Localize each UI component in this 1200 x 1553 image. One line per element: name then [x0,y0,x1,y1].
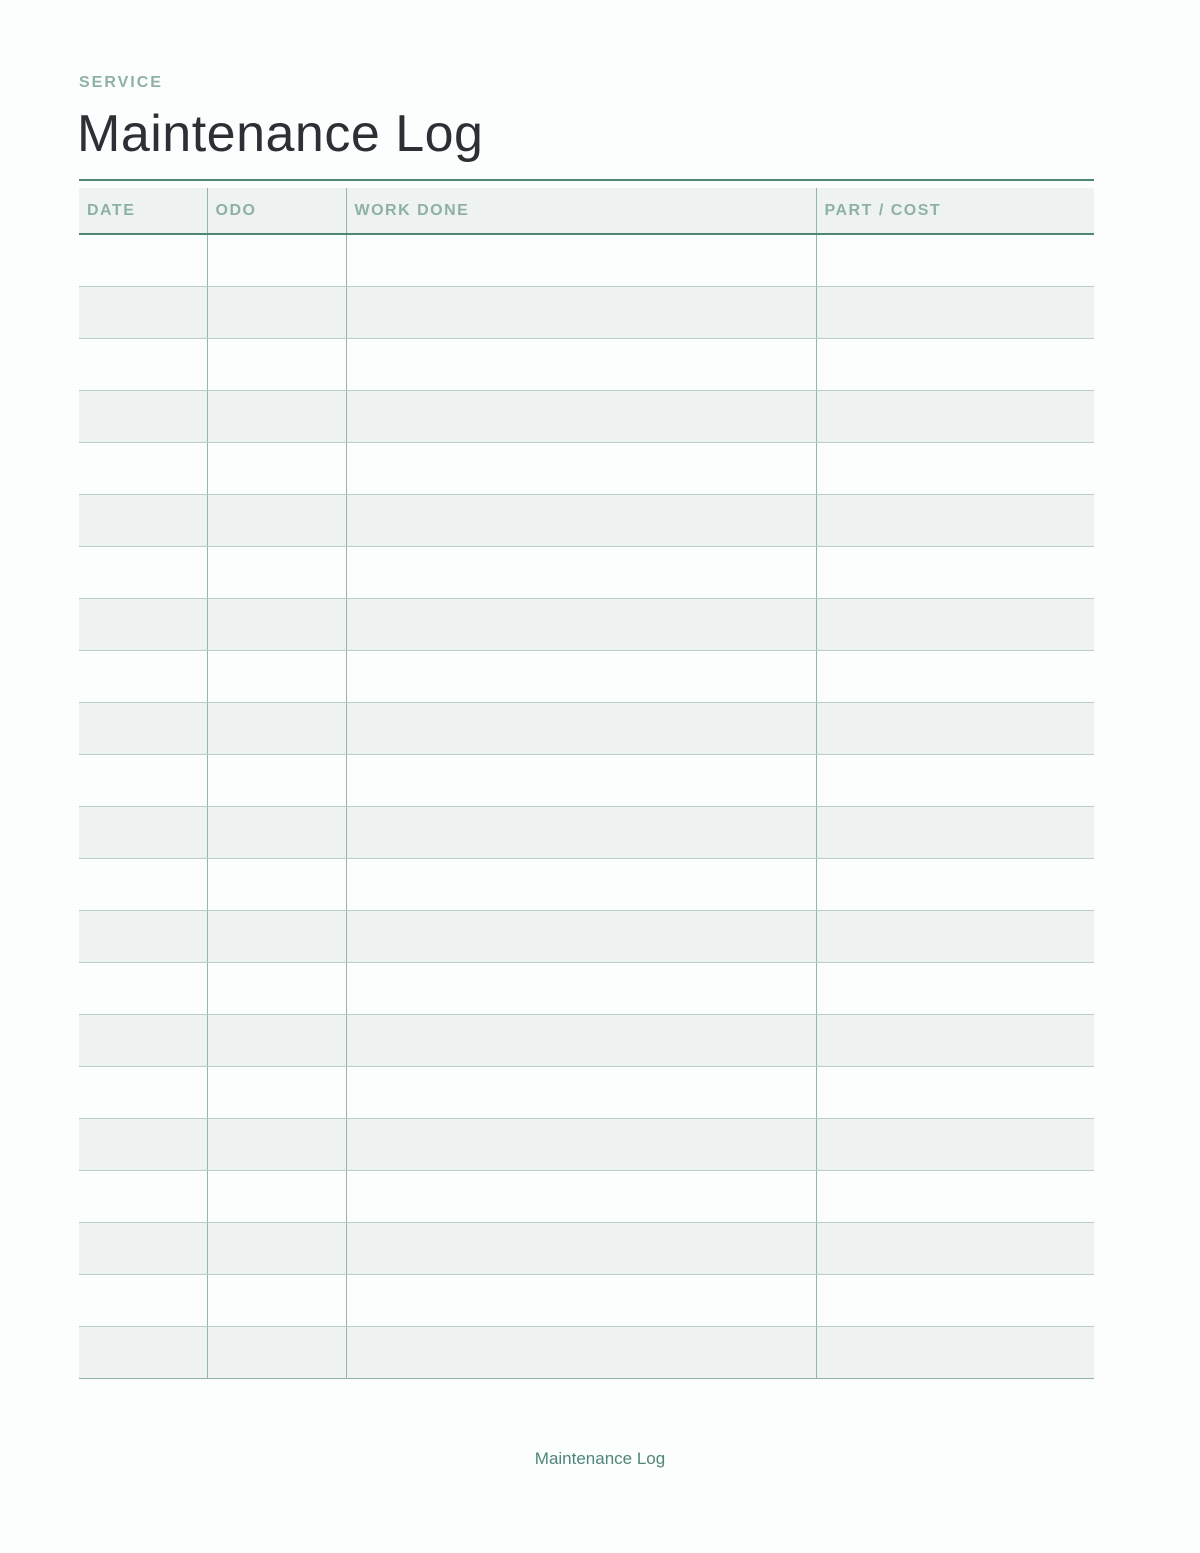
odo-cell [207,1170,346,1222]
date-cell [79,1222,207,1274]
part-cost-cell [816,390,1094,442]
date-cell [79,754,207,806]
table-row [79,702,1094,754]
odo-cell [207,1326,346,1378]
work-done-cell [346,390,816,442]
date-cell [79,494,207,546]
date-cell [79,234,207,286]
date-cell [79,338,207,390]
table-row [79,1118,1094,1170]
table-row [79,650,1094,702]
table-row [79,546,1094,598]
odo-cell [207,910,346,962]
part-cost-cell [816,1326,1094,1378]
odo-cell [207,806,346,858]
part-cost-cell [816,1118,1094,1170]
odo-cell [207,1014,346,1066]
date-cell [79,858,207,910]
table-row [79,390,1094,442]
part-cost-cell [816,754,1094,806]
odo-cell [207,442,346,494]
part-cost-cell [816,806,1094,858]
part-cost-cell [816,1274,1094,1326]
table-row [79,754,1094,806]
table-row [79,234,1094,286]
date-cell [79,1170,207,1222]
odo-cell [207,390,346,442]
work-done-cell [346,234,816,286]
table-row [79,1222,1094,1274]
table-row [79,806,1094,858]
date-cell [79,390,207,442]
work-done-cell [346,494,816,546]
odo-cell [207,702,346,754]
part-cost-cell [816,1066,1094,1118]
table-row [79,442,1094,494]
part-cost-cell [816,546,1094,598]
work-done-cell [346,1274,816,1326]
part-cost-cell [816,234,1094,286]
work-done-cell [346,546,816,598]
table-row [79,962,1094,1014]
odo-cell [207,1274,346,1326]
work-done-cell [346,650,816,702]
odo-cell [207,598,346,650]
odo-cell [207,754,346,806]
column-header-work-done: WORK DONE [346,188,816,234]
page-title: Maintenance Log [77,105,484,163]
work-done-cell [346,754,816,806]
work-done-cell [346,598,816,650]
work-done-cell [346,442,816,494]
log-rows [79,234,1094,1378]
part-cost-cell [816,286,1094,338]
work-done-cell [346,702,816,754]
work-done-cell [346,1326,816,1378]
date-cell [79,598,207,650]
work-done-cell [346,1014,816,1066]
page-footer: Maintenance Log [534,1449,666,1468]
part-cost-cell [816,962,1094,1014]
date-cell [79,806,207,858]
maintenance-log-table [79,188,1094,1379]
work-done-cell [346,338,816,390]
date-cell [79,702,207,754]
part-cost-cell [816,1222,1094,1274]
part-cost-cell [816,442,1094,494]
table-row [79,1066,1094,1118]
column-header-odo: ODO [207,188,346,234]
odo-cell [207,650,346,702]
date-cell [79,910,207,962]
part-cost-cell [816,1014,1094,1066]
date-cell [79,1326,207,1378]
table-row [79,286,1094,338]
date-cell [79,1118,207,1170]
odo-cell [207,1222,346,1274]
odo-cell [207,338,346,390]
odo-cell [207,546,346,598]
table-row [79,1014,1094,1066]
part-cost-cell [816,1170,1094,1222]
table-row [79,1326,1094,1378]
part-cost-cell [816,494,1094,546]
work-done-cell [346,806,816,858]
part-cost-cell [816,650,1094,702]
odo-cell [207,234,346,286]
column-header-part-cost: PART / COST [816,188,1094,234]
table-header-row [79,188,1094,234]
work-done-cell [346,962,816,1014]
part-cost-cell [816,338,1094,390]
odo-cell [207,494,346,546]
table-row [79,598,1094,650]
date-cell [79,962,207,1014]
table-row [79,1274,1094,1326]
date-cell [79,1066,207,1118]
work-done-cell [346,1066,816,1118]
work-done-cell [346,1118,816,1170]
table-row [79,494,1094,546]
date-cell [79,1274,207,1326]
section-eyebrow: SERVICE [79,74,163,91]
odo-cell [207,1066,346,1118]
work-done-cell [346,1222,816,1274]
table-row [79,858,1094,910]
date-cell [79,546,207,598]
part-cost-cell [816,910,1094,962]
column-header-date: DATE [79,188,207,234]
part-cost-cell [816,858,1094,910]
odo-cell [207,858,346,910]
work-done-cell [346,286,816,338]
date-cell [79,442,207,494]
odo-cell [207,1118,346,1170]
date-cell [79,1014,207,1066]
table-row [79,1170,1094,1222]
date-cell [79,650,207,702]
part-cost-cell [816,702,1094,754]
work-done-cell [346,1170,816,1222]
odo-cell [207,286,346,338]
date-cell [79,286,207,338]
table-row [79,338,1094,390]
table-row [79,910,1094,962]
work-done-cell [346,858,816,910]
odo-cell [207,962,346,1014]
part-cost-cell [816,598,1094,650]
title-divider [79,179,1094,181]
work-done-cell [346,910,816,962]
